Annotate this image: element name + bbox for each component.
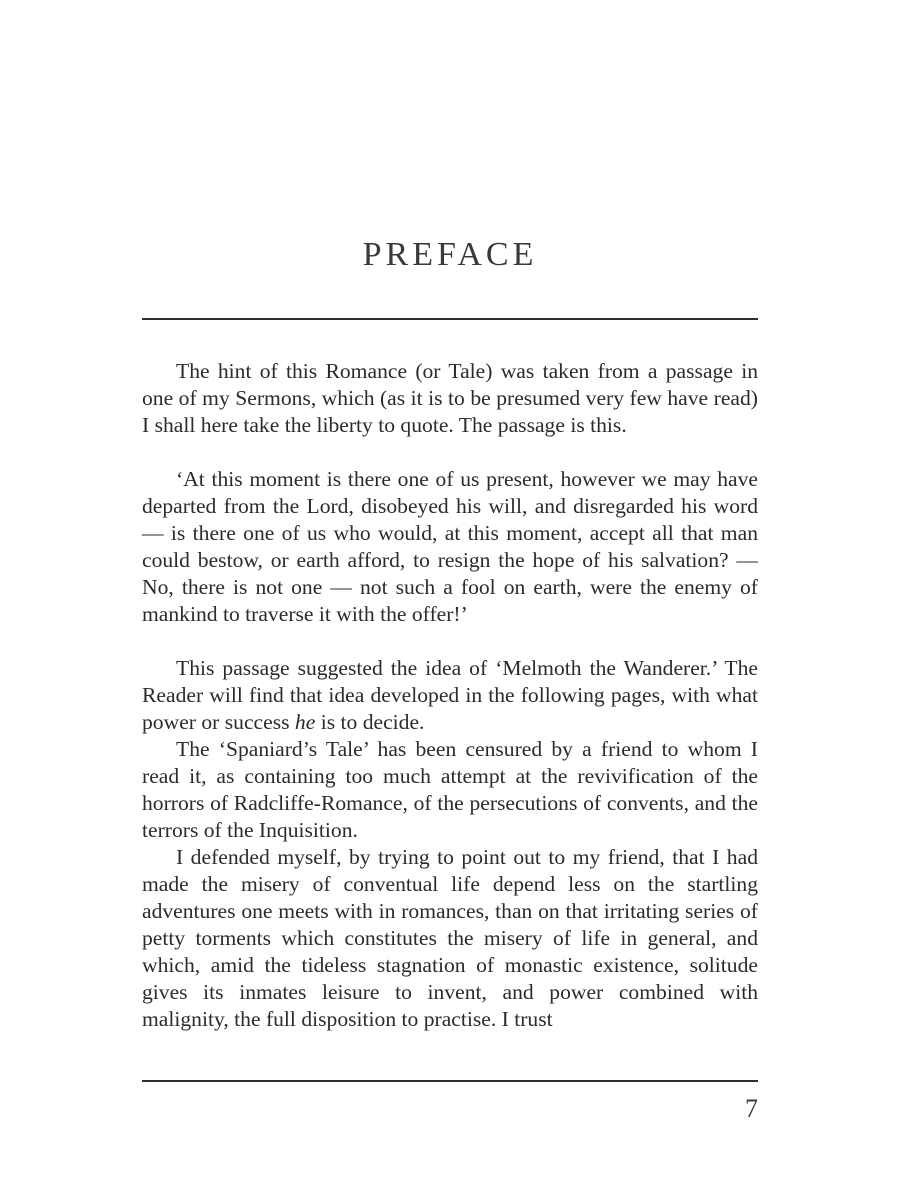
page-number: 7 [745, 1094, 758, 1123]
paragraph-5: I defended myself, by trying to point out to my friend, that I had made the misery of conventual life depend less on the startling adventures one meets with in romances, than on that irritating series of petty torments which constitutes the misery of life in general, and which, amid the tideless stagnation of monastic existence, solitude gives its inmates leisure to invent, and power combined with malignity, the full disposition to practise. I trust [142, 845, 758, 1031]
paragraph-3-text-end: is to decide. [315, 710, 425, 734]
chapter-heading: PREFACE [362, 236, 538, 273]
paragraph-4: The ‘Spaniard’s Tale’ has been censured by a friend to whom I read it, as containing too much attempt at the revivification of the horrors of Radcliffe-Romance, of the persecutions of convents, and the terrors of the Inquisition. [142, 737, 758, 842]
paragraph-2-quotation: ‘At this moment is there one of us present, however we may have departed from the Lord, disobeyed his will, and disregarded his word — is there one of us who would, at this moment, accept all that man could bestow, or earth afford, to resign the hope of his salvation? — No, there is not one — not such a fool on earth, were the enemy of mankind to traverse it with the offer!’ [142, 467, 758, 626]
paragraph-3 [142, 655, 758, 736]
paragraph-1: The hint of this Romance (or Tale) was taken from a passage in one of my Sermons, which (as it is to be presumed very few have read) I shall here take the liberty to quote. The passage is this. [142, 359, 758, 437]
paragraph-3-text: This passage suggested the idea of ‘Melmoth the Wanderer.’ The Reader will find that idea developed in the following pages, with what power or success [142, 656, 758, 734]
top-rule [142, 318, 758, 320]
body-text [142, 358, 758, 1033]
bottom-rule [142, 1080, 758, 1082]
paragraph-3-italic: he [294, 710, 316, 734]
